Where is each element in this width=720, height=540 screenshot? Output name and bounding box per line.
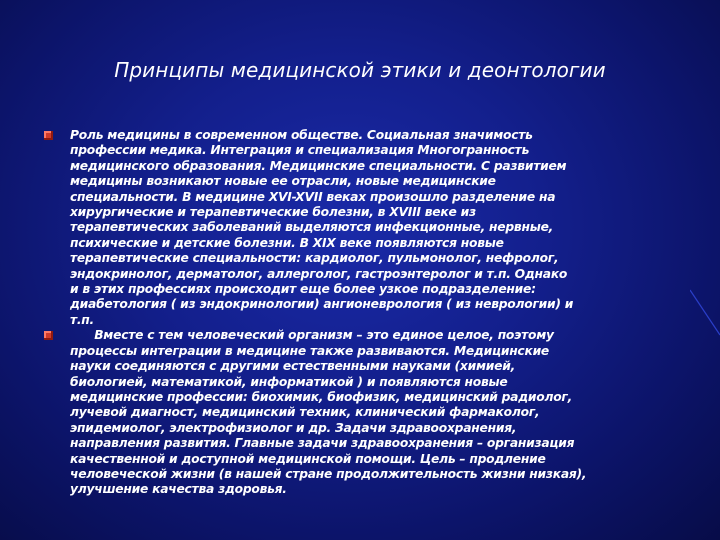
bullet-text: Вместе с тем человеческий организм – это единое целое, поэтому процессы интеграции в медицине также развиваются. Медицинские науки соединяются с другими естественными науками (химией, биологией, математикой, информатикой ) и появляются новые медицинские профессии: биохимик, биофизик, медицинский радиолог, лучевой диагност, медицинский техник, клинический фармаколог, эпидемиолог, электрофизиолог и др. Задачи здравоохранения, направления развития. Главные задачи здравоохранения – организация качественной и доступной медицинской помощи. Цель – продление человеческой жизни (в нашей стране продолжительность жизни низкая), улучшение качества здоровья. — [70, 328, 587, 497]
slide-title: Принципы медицинской этики и деонтологии — [114, 58, 606, 82]
bullet-square-icon — [44, 131, 53, 140]
bullet-text: Роль медицины в современном обществе. Социальная значимость профессии медика. Интеграция и специализация Многогранность медицинского образования. Медицинские специальности. С развитием медицины возникают новые ее отрасли, новые медицинские специальности. В медицине XVI-XVII веках произошло разделение на хирургические и терапевтические болезни, в XVIII веке из терапевтических заболеваний выделяются инфекционные, нервные, психические и детские болезни. В XIX веке появляются новые терапевтические специальности: кардиолог, пульмонолог, нефролог, эндокринолог, дерматолог, аллерголог, гастроэнтеролог и т.п. Однако и в этих профессиях происходит еще более узкое подразделение: диабетология ( из эндокринологии) ангионеврология ( из неврологии) и т.п. — [70, 128, 574, 327]
bullet-item — [44, 128, 684, 328]
decorative-line — [690, 280, 720, 370]
bullet-item — [44, 328, 684, 497]
bullet-list — [44, 128, 684, 498]
bullet-square-icon — [44, 331, 53, 340]
